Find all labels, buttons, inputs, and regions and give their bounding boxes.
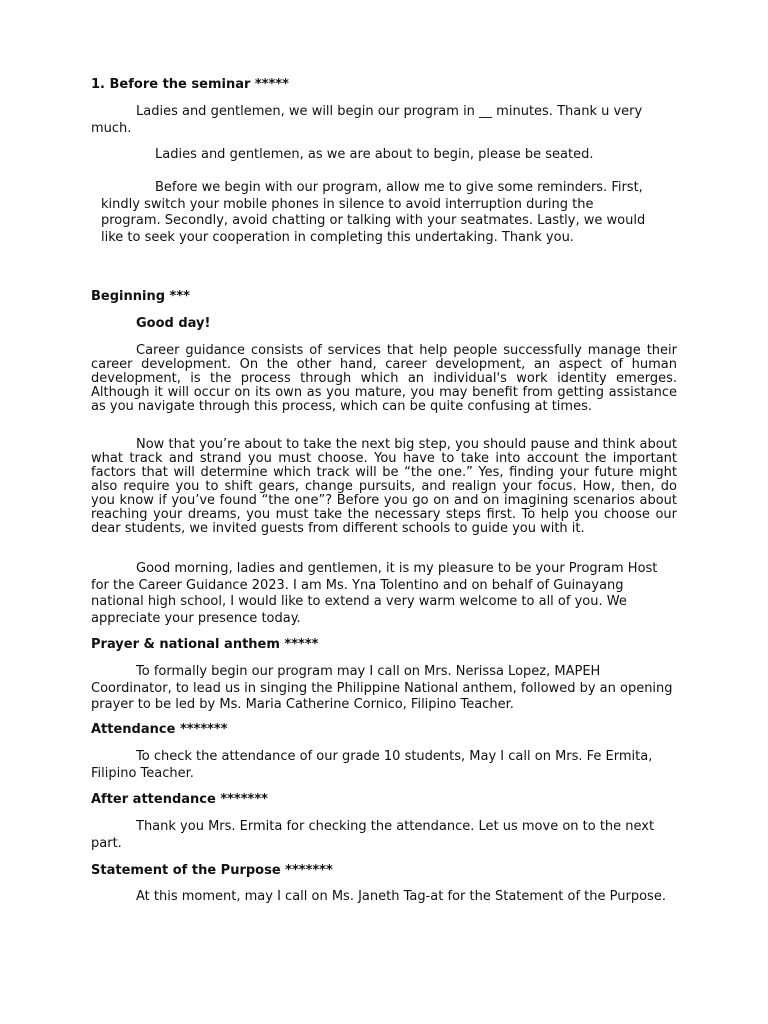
heading-attendance: Attendance ******* bbox=[91, 722, 228, 737]
heading-after-attendance: After attendance ******* bbox=[91, 792, 268, 807]
paragraph-attendance: To check the attendance of our grade 10 students, May I call on Mrs. Fe Ermita, Filipino Teacher. bbox=[91, 749, 653, 781]
heading-before-seminar: 1. Before the seminar ***** bbox=[91, 77, 289, 92]
paragraph-prayer-anthem: To formally begin our program may I call on Mrs. Nerissa Lopez, MAPEH Coordinator, to lead us in singing the Philippine National anthem, followed by an opening prayer to be led by Ms. Maria Catherine Cornico, Filipino Teacher. bbox=[91, 664, 673, 713]
paragraph-after-attendance: Thank you Mrs. Ermita for checking the attendance. Let us move on to the next part. bbox=[91, 819, 655, 851]
paragraph-statement-purpose: At this moment, may I call on Ms. Janeth Tag-at for the Statement of the Purpose. bbox=[136, 889, 666, 904]
heading-statement-purpose: Statement of the Purpose ******* bbox=[91, 863, 333, 878]
paragraph-begin-minutes: Ladies and gentlemen, we will begin our program in __ minutes. Thank u very much. bbox=[91, 104, 643, 136]
heading-prayer-anthem: Prayer & national anthem ***** bbox=[91, 637, 319, 652]
heading-beginning: Beginning *** bbox=[91, 289, 190, 304]
paragraph-next-big-step: Now that you’re about to take the next big step, you should pause and think about what track and strand you must choose. You have to take into account the important factors that will determine which track will be “the one.” Yes, finding your future might also require you to shift gears, change pursuits, and realign your focus. How, then, do you know if you’ve found “the one”? Before you go on and on imagining scenarios about reaching your dreams, you must take the necessary steps first. To help you choose our dear students, we invited guests from different schools to guide you with it. bbox=[91, 437, 677, 536]
greeting-good-day: Good day! bbox=[136, 316, 211, 331]
paragraph-career-guidance: Career guidance consists of services that help people successfully manage their career development. On the other hand, career development, an aspect of human development, is the process through which an individual's work identity emerges. Although it will occur on its own as you mature, you may benefit from getting assistance as you navigate through this process, which can be quite confusing at times. bbox=[91, 343, 677, 414]
paragraph-be-seated: Ladies and gentlemen, as we are about to begin, please be seated. bbox=[155, 147, 594, 162]
paragraph-welcome: Good morning, ladies and gentlemen, it is my pleasure to be your Program Host for the Career Guidance 2023. I am Ms. Yna Tolentino and on behalf of Guinayang national high school, I would like to extend a very warm welcome to all of you. We appreciate your presence today. bbox=[91, 561, 658, 626]
paragraph-reminders: Before we begin with our program, allow me to give some reminders. First, kindly switch your mobile phones in silence to avoid interruption during the program. Secondly, avoid chatting or talking with your seatmates. Lastly, we would like to seek your cooperation in completing this undertaking. Thank you. bbox=[101, 180, 646, 245]
